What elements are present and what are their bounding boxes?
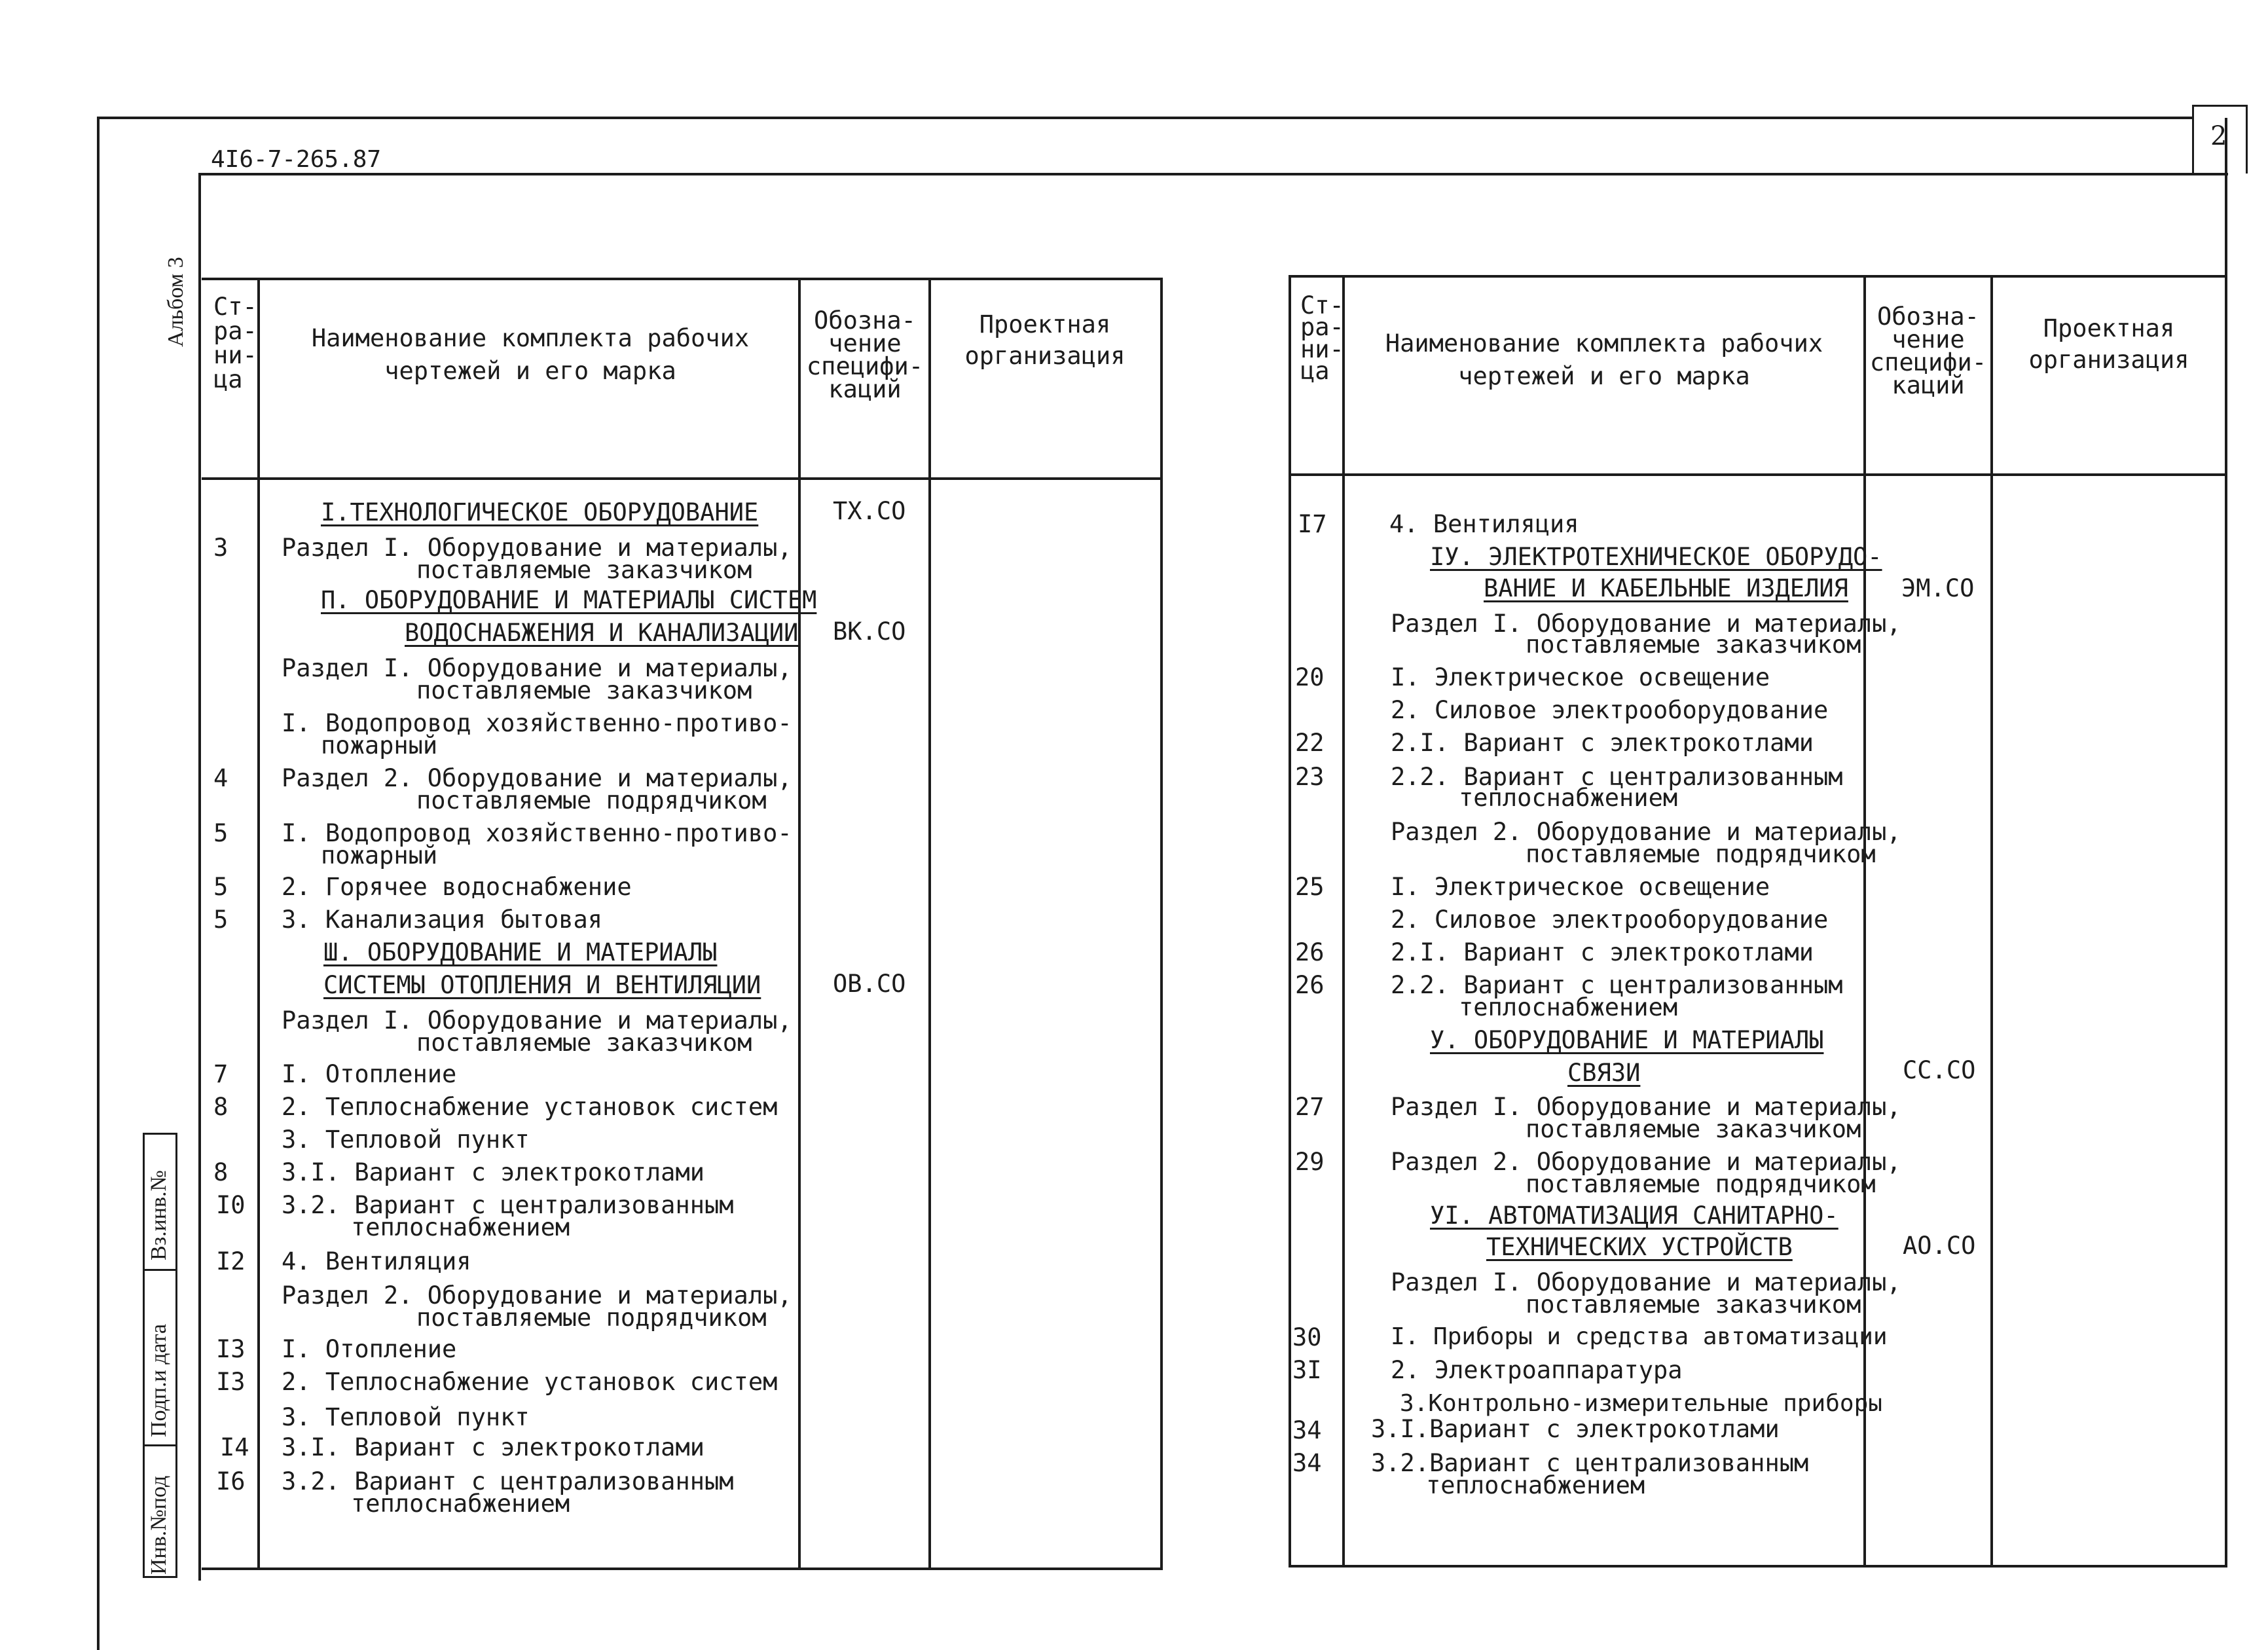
lt-line: пожарный bbox=[321, 841, 438, 870]
rt-page: 34 bbox=[1292, 1416, 1322, 1444]
stamp-div-2 bbox=[143, 1444, 177, 1446]
rt-page: 29 bbox=[1295, 1148, 1325, 1176]
rt-page: 30 bbox=[1292, 1323, 1322, 1351]
rt-section-heading: УI. АВТОМАТИЗАЦИЯ САНИТАРНО- bbox=[1430, 1201, 1838, 1230]
stamp-div-1 bbox=[143, 1269, 177, 1271]
lt-header-page: Ст- ра- ни- ца bbox=[213, 293, 257, 394]
rt-col2 bbox=[1863, 275, 1866, 1568]
lt-line: I. Отопление bbox=[282, 1335, 457, 1363]
rt-line: 2. Силовое электрооборудование bbox=[1391, 906, 1829, 934]
rt-section-heading: СВЯЗИ bbox=[1567, 1059, 1641, 1087]
stamp-right bbox=[175, 1133, 177, 1578]
rt-line: Раздел I. Оборудование и материалы, bbox=[1391, 1268, 1901, 1296]
lt-page: 5 bbox=[213, 819, 229, 847]
rt-page: 26 bbox=[1295, 938, 1325, 966]
lt-col1 bbox=[257, 278, 260, 1570]
rt-section-heading: ВАНИЕ И КАБЕЛЬНЫЕ ИЗДЕЛИЯ bbox=[1484, 574, 1848, 602]
rt-line: Раздел I. Оборудование и материалы, bbox=[1391, 1093, 1901, 1121]
inner-frame-left bbox=[198, 173, 201, 1581]
rt-line: 2.2. Вариант с централизованным bbox=[1391, 971, 1843, 999]
rt-page: 20 bbox=[1295, 663, 1325, 691]
rt-line: 3.2.Вариант с централизованным bbox=[1371, 1449, 1809, 1477]
rt-line: теплоснабжением bbox=[1459, 993, 1678, 1021]
lt-line: Раздел 2. Оборудование и материалы, bbox=[282, 764, 792, 792]
lt-spec: ОВ.СО bbox=[833, 970, 906, 998]
lt-line: 3. Канализация бытовая bbox=[282, 906, 603, 934]
lt-line: поставляемые заказчиком bbox=[416, 1029, 752, 1057]
lt-top bbox=[202, 278, 1163, 280]
lt-col3 bbox=[928, 278, 931, 1570]
rt-header-name: Наименование комплекта рабочих чертежей и его марка bbox=[1385, 329, 1823, 390]
lt-page: I2 bbox=[216, 1247, 246, 1275]
lt-line: Раздел I. Оборудование и материалы, bbox=[282, 654, 792, 682]
lt-header-name: Наименование комплекта рабочих чертежей и его марка bbox=[311, 324, 750, 385]
rt-line: поставляемые подрядчиком bbox=[1526, 1170, 1876, 1198]
lt-line: I. Водопровод хозяйственно-противо- bbox=[282, 709, 792, 737]
rt-spec: ЭМ.СО bbox=[1901, 574, 1975, 602]
sheetno-box-left bbox=[2192, 105, 2194, 174]
rt-line: 4. Вентиляция bbox=[1389, 510, 1579, 538]
stamp-label-signature: Подп.и дата bbox=[147, 1323, 171, 1437]
rt-col3 bbox=[1990, 275, 1993, 1568]
lt-spec: ТХ.СО bbox=[833, 497, 906, 525]
lt-page: I0 bbox=[216, 1191, 246, 1219]
rt-line: 2. Силовое электрооборудование bbox=[1391, 696, 1829, 724]
lt-line: поставляемые подрядчиком bbox=[416, 786, 767, 815]
rt-section-heading: ТЕХНИЧЕСКИХ УСТРОЙСТВ bbox=[1486, 1233, 1793, 1261]
rt-line: 2.2. Вариант с централизованным bbox=[1391, 763, 1843, 791]
lt-page: I3 bbox=[216, 1368, 246, 1396]
rt-line: 2.I. Вариант с электрокотлами bbox=[1391, 729, 1814, 757]
lt-page: 4 bbox=[213, 764, 229, 792]
lt-page: I4 bbox=[220, 1433, 249, 1461]
rt-line: 3.Контрольно-измерительные приборы bbox=[1400, 1390, 1882, 1417]
lt-page: 8 bbox=[213, 1093, 229, 1121]
lt-line: 3.I. Вариант с электрокотлами bbox=[282, 1158, 705, 1186]
rt-line: I. Электрическое освещение bbox=[1391, 663, 1770, 691]
lt-section-heading: СИСТЕМЫ ОТОПЛЕНИЯ И ВЕНТИЛЯЦИИ bbox=[323, 971, 761, 999]
outer-frame-left bbox=[97, 118, 100, 1650]
lt-line: I. Отопление bbox=[282, 1060, 457, 1088]
lt-line: поставляемые заказчиком bbox=[416, 676, 752, 705]
sheet-number: 2 bbox=[2210, 121, 2227, 151]
rt-line: Раздел I. Оборудование и материалы, bbox=[1391, 610, 1901, 638]
rt-spec: СС.СО bbox=[1903, 1056, 1976, 1084]
rt-page: I7 bbox=[1298, 510, 1327, 538]
document-code: 4I6-7-265.87 bbox=[211, 146, 382, 173]
rt-section-heading: IУ. ЭЛЕКТРОТЕХНИЧЕСКОЕ ОБОРУДО- bbox=[1430, 543, 1882, 571]
inner-frame-top bbox=[198, 173, 2228, 175]
rt-bottom bbox=[1289, 1565, 2227, 1568]
lt-header-spec: Обозна- чение специфи- каций bbox=[806, 306, 924, 404]
rt-page: 34 bbox=[1292, 1449, 1322, 1477]
rt-line: 3.I.Вариант с электрокотлами bbox=[1371, 1415, 1780, 1443]
lt-bottom bbox=[202, 1568, 1163, 1570]
lt-line: поставляемые подрядчиком bbox=[416, 1304, 767, 1332]
inner-frame-right bbox=[2225, 118, 2227, 1565]
lt-line: Раздел I. Оборудование и материалы, bbox=[282, 534, 792, 562]
rt-page: 3I bbox=[1292, 1356, 1322, 1384]
lt-page: 5 bbox=[213, 873, 229, 901]
rt-header-spec: Обозна- чение специфи- каций bbox=[1869, 302, 1987, 400]
outer-frame-top bbox=[97, 117, 2192, 119]
lt-section-heading: Ш. ОБОРУДОВАНИЕ И МАТЕРИАЛЫ bbox=[323, 938, 718, 966]
lt-line: поставляемые заказчиком bbox=[416, 556, 752, 584]
rt-line: поставляемые заказчиком bbox=[1526, 1291, 1861, 1319]
rt-line: теплоснабжением bbox=[1459, 784, 1678, 812]
lt-line: Раздел I. Оборудование и материалы, bbox=[282, 1006, 792, 1035]
rt-line: 2. Электроаппаратура bbox=[1391, 1356, 1683, 1384]
sheetno-box-right bbox=[2246, 105, 2248, 174]
rt-line: I. Электрическое освещение bbox=[1391, 873, 1770, 901]
album-label: Альбом 3 bbox=[164, 257, 188, 347]
rt-header-bottom bbox=[1289, 473, 2227, 476]
rt-left bbox=[1289, 275, 1291, 1568]
rt-line: 2.I. Вариант с электрокотлами bbox=[1391, 938, 1814, 966]
rt-page: 26 bbox=[1295, 971, 1325, 999]
rt-line: теплоснабжением bbox=[1426, 1471, 1645, 1499]
lt-header-bottom bbox=[202, 477, 1163, 480]
rt-line: поставляемые подрядчиком bbox=[1526, 840, 1876, 868]
lt-page: I6 bbox=[216, 1467, 246, 1495]
lt-section-heading: I.ТЕХНОЛОГИЧЕСКОЕ ОБОРУДОВАНИЕ bbox=[321, 498, 759, 526]
rt-page: 22 bbox=[1295, 729, 1325, 757]
rt-line: Раздел 2. Оборудование и материалы, bbox=[1391, 818, 1901, 846]
lt-line: 3.I. Вариант с электрокотлами bbox=[282, 1433, 705, 1461]
rt-top bbox=[1289, 275, 2227, 278]
lt-right bbox=[1160, 278, 1163, 1570]
lt-col2 bbox=[798, 278, 801, 1570]
lt-line: 3. Тепловой пункт bbox=[282, 1126, 530, 1154]
lt-section-heading: П. ОБОРУДОВАНИЕ И МАТЕРИАЛЫ СИСТЕМ bbox=[321, 586, 817, 614]
lt-line: пожарный bbox=[321, 731, 438, 760]
lt-line: 4. Вентиляция bbox=[282, 1247, 471, 1275]
rt-line: поставляемые заказчиком bbox=[1526, 1115, 1861, 1143]
rt-header-page: Ст- ра- ни- ца bbox=[1300, 291, 1344, 385]
rt-col1 bbox=[1342, 275, 1345, 1568]
rt-page: 23 bbox=[1295, 763, 1325, 791]
lt-line: 2. Теплоснабжение установок систем bbox=[282, 1093, 778, 1121]
lt-line: I. Водопровод хозяйственно-противо- bbox=[282, 819, 792, 847]
rt-page: 25 bbox=[1295, 873, 1325, 901]
stamp-top bbox=[143, 1133, 177, 1135]
stamp-bottom bbox=[143, 1576, 177, 1578]
rt-header-org: Проектная организация bbox=[2028, 314, 2189, 375]
stamp-left bbox=[143, 1133, 145, 1578]
rt-spec: АО.СО bbox=[1903, 1232, 1976, 1260]
stamp-label-replacement: Вз.инв.№ bbox=[147, 1170, 171, 1260]
lt-page: I3 bbox=[216, 1335, 246, 1363]
lt-line: 2. Горячее водоснабжение bbox=[282, 873, 632, 901]
lt-line: Раздел 2. Оборудование и материалы, bbox=[282, 1281, 792, 1310]
lt-page: 3 bbox=[213, 534, 229, 562]
lt-spec: ВК.СО bbox=[833, 617, 906, 646]
rt-line: Раздел 2. Оборудование и материалы, bbox=[1391, 1148, 1901, 1176]
lt-line: 3.2. Вариант с централизованным bbox=[282, 1191, 734, 1219]
sheetno-box-top bbox=[2192, 105, 2248, 107]
rt-page: 27 bbox=[1295, 1093, 1325, 1121]
stamp-label-inventory: Инв.№под bbox=[147, 1475, 171, 1575]
lt-line: 3. Тепловой пункт bbox=[282, 1403, 530, 1431]
lt-section-heading: ВОДОСНАБЖЕНИЯ И КАНАЛИЗАЦИИ bbox=[405, 619, 799, 647]
rt-section-heading: У. ОБОРУДОВАНИЕ И МАТЕРИАЛЫ bbox=[1430, 1026, 1824, 1054]
lt-line: 3.2. Вариант с централизованным bbox=[282, 1467, 734, 1495]
lt-line: теплоснабжением bbox=[351, 1490, 570, 1518]
lt-header-org: Проектная организация bbox=[964, 310, 1125, 371]
rt-line: I. Приборы и средства автоматизации bbox=[1391, 1323, 1888, 1350]
lt-page: 5 bbox=[213, 906, 229, 934]
lt-page: 7 bbox=[213, 1060, 229, 1088]
lt-line: 2. Теплоснабжение установок систем bbox=[282, 1368, 778, 1396]
rt-line: поставляемые заказчиком bbox=[1526, 631, 1861, 659]
lt-line: теплоснабжением bbox=[351, 1213, 570, 1241]
lt-page: 8 bbox=[213, 1158, 229, 1186]
